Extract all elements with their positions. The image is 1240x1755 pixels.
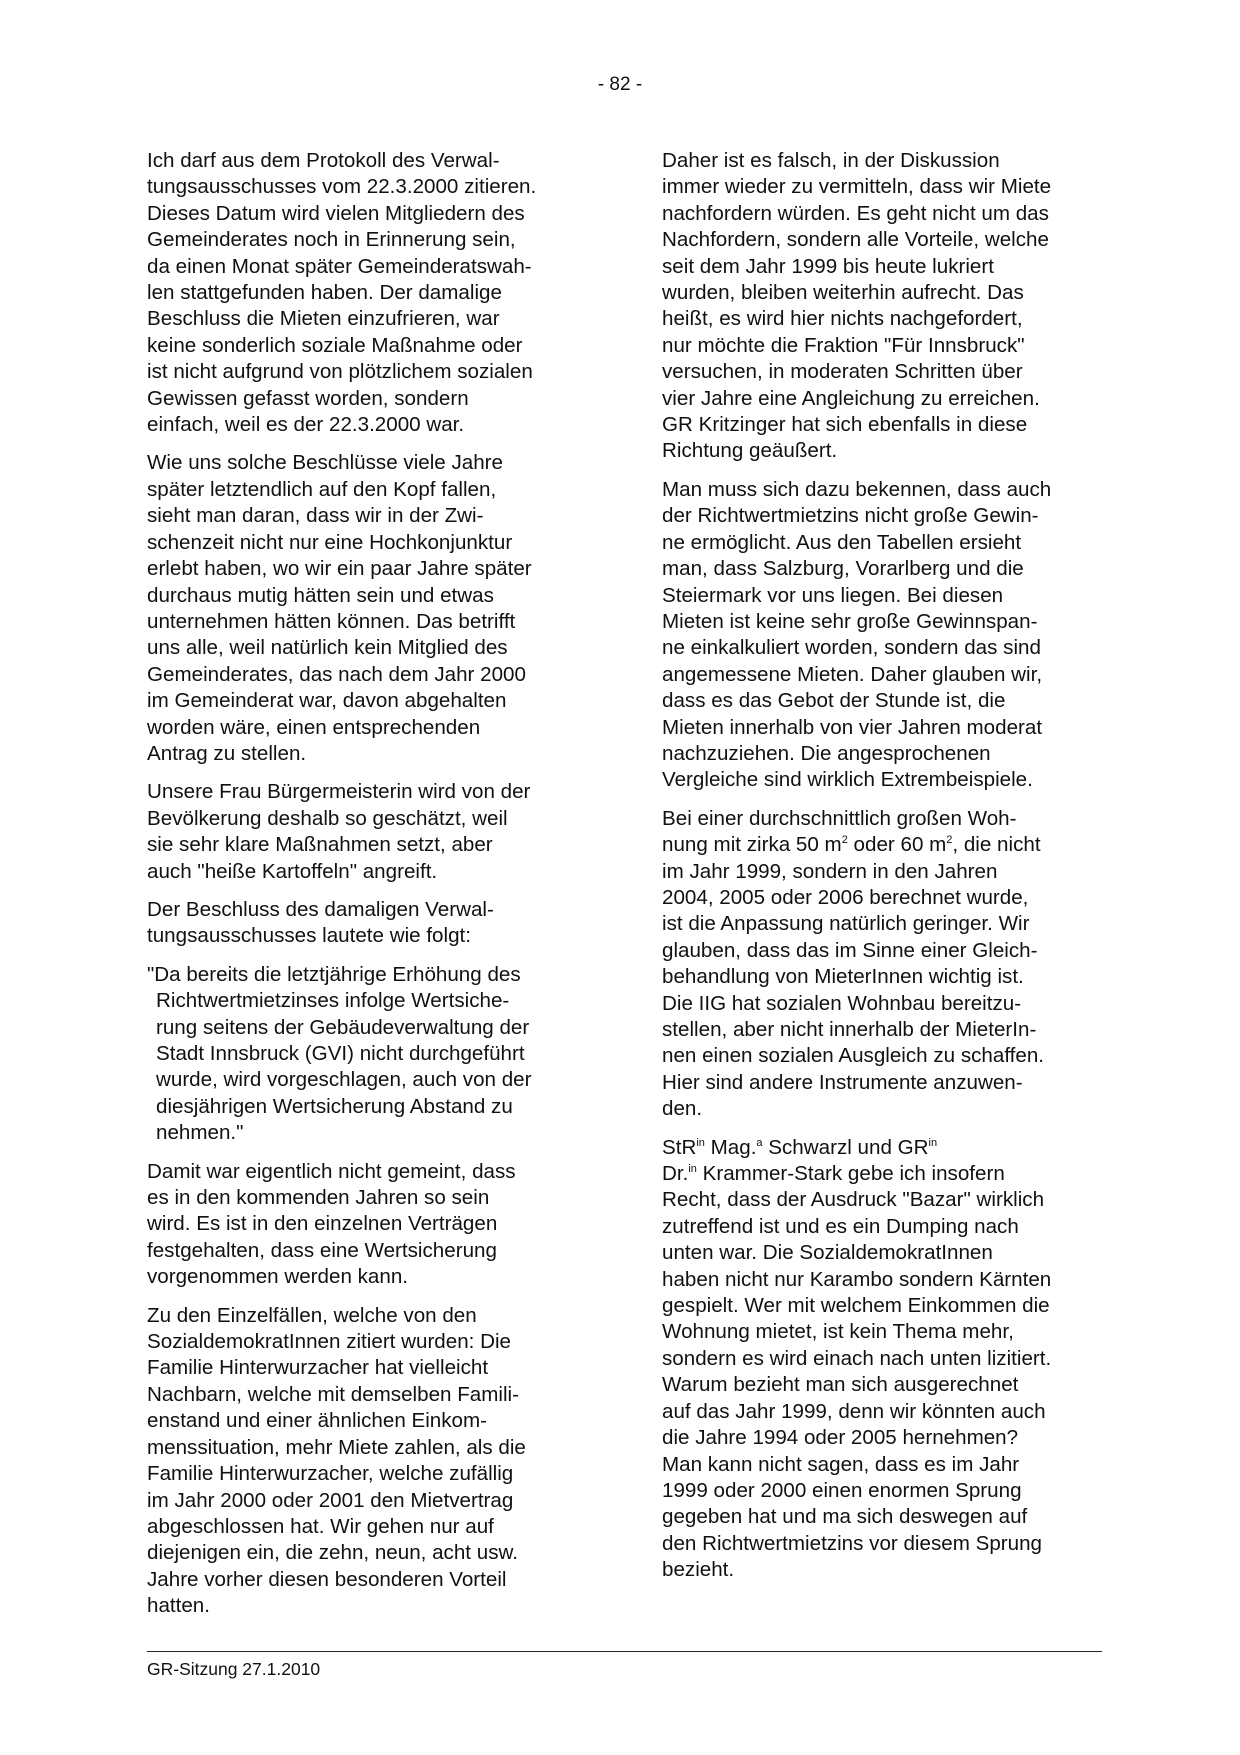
superscript: 2 <box>946 834 953 847</box>
superscript: in <box>696 1136 705 1149</box>
quote-line: "Da bereits die letztjährige Erhöhung des <box>147 962 521 986</box>
paragraph: Unsere Frau Bürgermeisterin wird von der Bevölkerung deshalb so geschätzt, weil sie sehr klare Maßnahmen setzt, aber auch "heiße Kartoffeln" angreift. <box>147 780 531 883</box>
text-run: StR <box>662 1135 697 1159</box>
paragraph: Ich darf aus dem Protokoll des Verwal- tungsausschusses vom 22.3.2000 zitieren. Dieses Datum wird vielen Mitgliedern des Gemeinderates noch in Erinnerung sein, da einen Monat später Gemeinderatswah- len stattgefunden haben. Der damalige Beschluss die Mieten einzufrieren, war keine sonderlich soziale Maßnahme oder ist nicht aufgrund von plötzlichem sozialen Gewissen gefasst worden, sondern einfach, weil es der 22.3.2000 war. <box>147 149 537 437</box>
quotation <box>147 962 577 1147</box>
text-run: Bei einer durchschnittlich großen Woh- nung mit zirka 50 m <box>662 806 1017 857</box>
text-run: Dr. <box>662 1162 689 1186</box>
text-run: , die nicht im Jahr 1999, sondern in den Jahren 2004, 2005 oder 2006 berechnet wurde, ist die Anpassung natürlich geringer. Wir glauben, dass das im Sinne einer Gleich- behandlung von MieterInnen wichtig ist. Die IIG hat sozialen Wohnbau bereitzu- stellen, aber nicht innerhalb der MieterIn- nen einen sozialen Ausgleich zu schaffen. Hier sind andere Instrumente anzuwen- den. <box>662 833 1045 1121</box>
footer-text: GR-Sitzung 27.1.2010 <box>147 1659 321 1679</box>
quote-line: nehmen." <box>156 1121 244 1145</box>
paragraph: Man muss sich dazu bekennen, dass auch der Richtwertmietzins nicht große Gewin- ne ermöglicht. Aus den Tabellen ersieht man, dass Salzburg, Vorarlberg und die Steiermark vor uns liegen. Bei diesen Mieten ist keine sehr große Gewinnspan- ne einkalkuliert worden, sondern das sind angemessene Mieten. Daher glauben wir, dass es das Gebot der Stunde ist, die Mieten innerhalb von vier Jahren moderat nachzuziehen. Die angesprochenen Vergleiche sind wirklich Extrembeispiele. <box>662 477 1052 792</box>
superscript: in <box>928 1136 938 1149</box>
quote-line: diesjährigen Wertsicherung Abstand zu <box>156 1094 513 1118</box>
footer-divider <box>147 1651 1102 1652</box>
paragraph: Daher ist es falsch, in der Diskussion immer wieder zu vermitteln, dass wir Miete nachfordern würden. Es geht nicht um das Nachfordern, sondern alle Vorteile, welche seit dem Jahr 1999 bis heute lukriert wurden, bleiben weiterhin aufrecht. Das heißt, es wird hier nichts nachgefordert, nur möchte die Fraktion "Für Innsbruck" versuchen, in moderaten Schritten über vier Jahre eine Angleichung zu erreichen. GR Kritzinger hat sich ebenfalls in diese Richtung geäußert. <box>662 149 1052 463</box>
paragraph <box>662 1135 1102 1584</box>
quote-line: Stadt Innsbruck (GVI) nicht durchgeführt <box>156 1042 525 1065</box>
quote-line: wurde, wird vorgeschlagen, auch von der <box>156 1068 532 1092</box>
paragraph: Damit war eigentlich nicht gemeint, dass es in den kommenden Jahren so sein wird. Es ist in den einzelnen Verträgen festgehalten, dass eine Wertsicherung vorgenommen werden kann. <box>147 1159 516 1289</box>
superscript: a <box>756 1136 763 1149</box>
paragraph: Zu den Einzelfällen, welche von den SozialdemokratInnen zitiert wurden: Die Familie Hinterwurzacher hat vielleicht Nachbarn, welche mit demselben Famili- enstand und einer ähnlichen Einkom- menssituation, mehr Miete zahlen, als die Familie Hinterwurzacher, welche zufällig im Jahr 2000 oder 2001 den Mietvertrag abgeschlossen hat. Wir gehen nur auf diejenigen ein, die zehn, neun, acht usw. Jahre vorher diesen besonderen Vorteil hatten. <box>147 1303 526 1618</box>
left-column <box>147 148 577 1632</box>
text-run: Schwarzl und GR <box>762 1135 929 1159</box>
page-number: - 82 - <box>597 74 643 95</box>
superscript: in <box>688 1163 697 1176</box>
text-run: oder 60 m <box>847 833 947 857</box>
right-column <box>662 148 1102 1596</box>
paragraph: Der Beschluss des damaligen Verwal- tungsausschusses lautete wie folgt: <box>147 897 494 948</box>
quote-line: Richtwertmietzinses infolge Wertsiche- <box>156 989 510 1013</box>
text-run: Krammer-Stark gebe ich insofern Recht, dass der Ausdruck "Bazar" wirklich zutreffend ist und es ein Dumping nach unten war. Die SozialdemokratInnen haben nicht nur Karambo sondern Kärnten gespielt. Wer mit welchem Einkommen die Wohnung mietet, ist kein Thema mehr, sondern es wird einach nach unten lizitiert. Warum bezieht man sich ausgerechnet auf das Jahr 1999, denn wir könnten auch die Jahre 1994 oder 2005 hernehmen? Man kann nicht sagen, dass es im Jahr 1999 oder 2000 einen enormen Sprung gegeben hat und ma sich deswegen auf den Richtwertmietzins vor diesem Sprung bezieht. <box>662 1162 1052 1582</box>
superscript: 2 <box>841 834 848 847</box>
quote-line: rung seitens der Gebäudeverwaltung der <box>156 1015 530 1039</box>
paragraph: Wie uns solche Beschlüsse viele Jahre später letztendlich auf den Kopf fallen, sieht man daran, dass wir in der Zwi- schenzeit nicht nur eine Hochkonjunktur erlebt haben, wo wir ein paar Jahre später durchaus mutig hätten sein und etwas unternehmen hätten können. Das betrifft uns alle, weil natürlich kein Mitglied des Gemeinderates, das nach dem Jahr 2000 im Gemeinderat war, davon abgehalten worden wäre, einen entsprechenden Antrag zu stellen. <box>147 451 532 765</box>
paragraph <box>662 806 1102 1123</box>
text-run: Mag. <box>704 1135 757 1159</box>
